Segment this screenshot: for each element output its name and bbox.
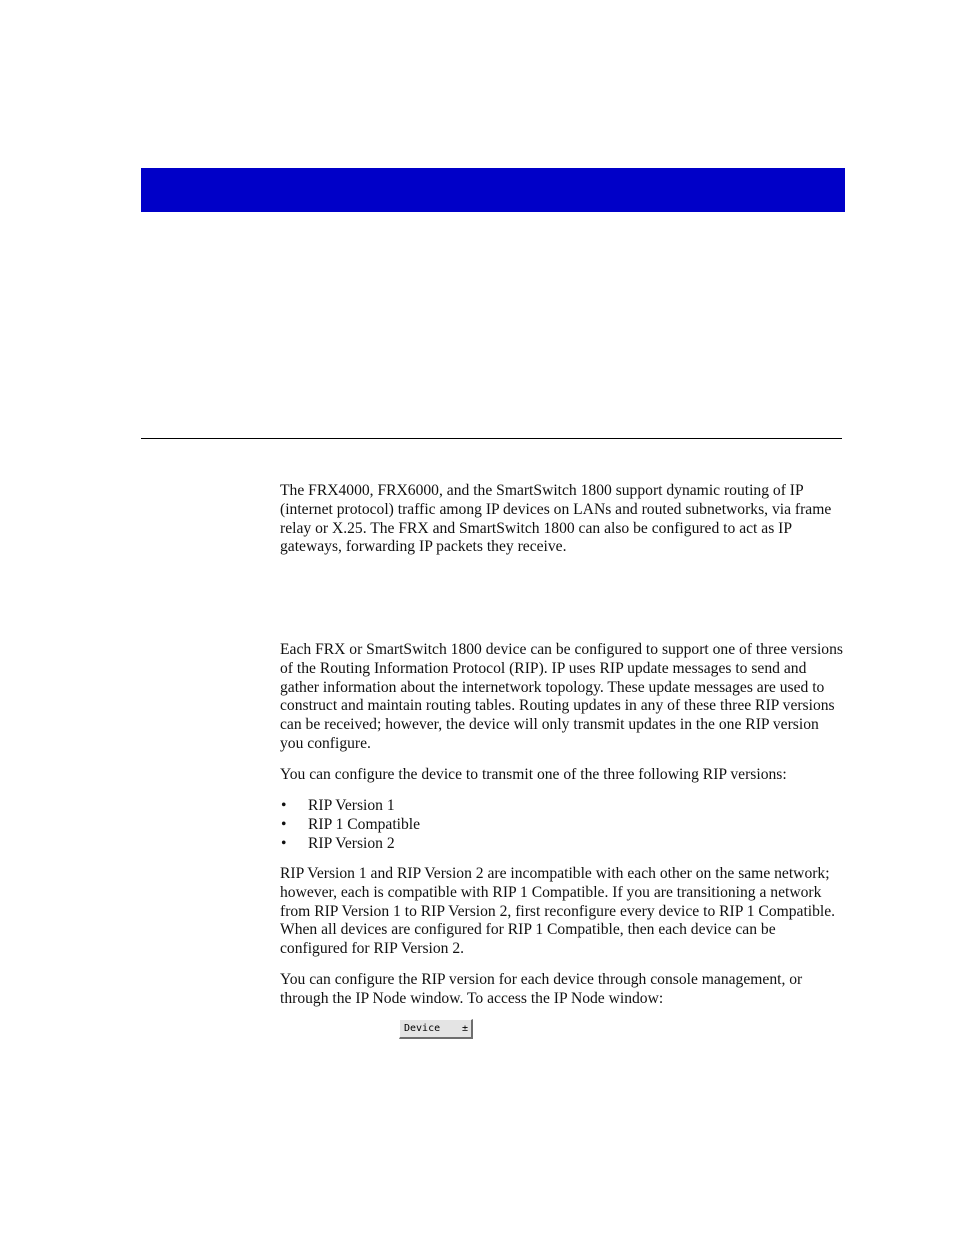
bullet-icon: •: [281, 834, 287, 852]
transmit-intro-paragraph: You can configure the device to transmit one of the three following RIP versions:: [280, 766, 787, 783]
compatibility-paragraph: RIP Version 1 and RIP Version 2 are incompatible with each other on the same network; however, each is compatible with RIP 1 Compatible. If you are transitioning a network from RIP Version 1 to RIP Version 2, first reconfigure every device to RIP 1 Compatible. When all devices are configured for RIP 1 Compatible, then each device can be configured for RIP Version 2.: [280, 865, 836, 958]
rip-version-list: [280, 797, 780, 853]
rip-intro-paragraph: Each FRX or SmartSwitch 1800 device can be configured to support one of three versions of the Routing Information Protocol (RIP). IP uses RIP update messages to send and gather information about the internetwork topology. These update messages are used to construct and maintain routing tables. Routing updates in any of these three RIP versions can be received; however, the device will only transmit updates in the one RIP version you configure.: [280, 641, 843, 752]
list-item-label: RIP Version 1: [308, 797, 395, 814]
list-item-label: RIP Version 2: [308, 834, 395, 852]
list-item-label: RIP 1 Compatible: [308, 815, 421, 833]
bullet-icon: •: [281, 815, 287, 833]
device-menu-button[interactable]: [399, 1019, 473, 1039]
list-item: [280, 835, 780, 854]
chapter-banner: [141, 168, 845, 212]
intro-paragraph: The FRX4000, FRX6000, and the SmartSwitch 1800 support dynamic routing of IP (internet protocol) traffic among IP devices on LANs and routed subnetworks, via frame relay or X.25. The FRX and SmartSwitch 1800 can also be configured to act as IP gateways, forwarding IP packets they receive.: [280, 482, 832, 556]
device-menu-label: Device: [404, 1023, 441, 1034]
list-item: [280, 797, 780, 816]
access-paragraph: You can configure the RIP version for each device through console management, or through the IP Node window. To access the IP Node window:: [280, 971, 803, 1007]
dropdown-arrow-icon: ±: [461, 1023, 468, 1034]
list-item: [280, 816, 780, 835]
bullet-icon: •: [281, 797, 287, 814]
section-divider: [141, 438, 842, 439]
